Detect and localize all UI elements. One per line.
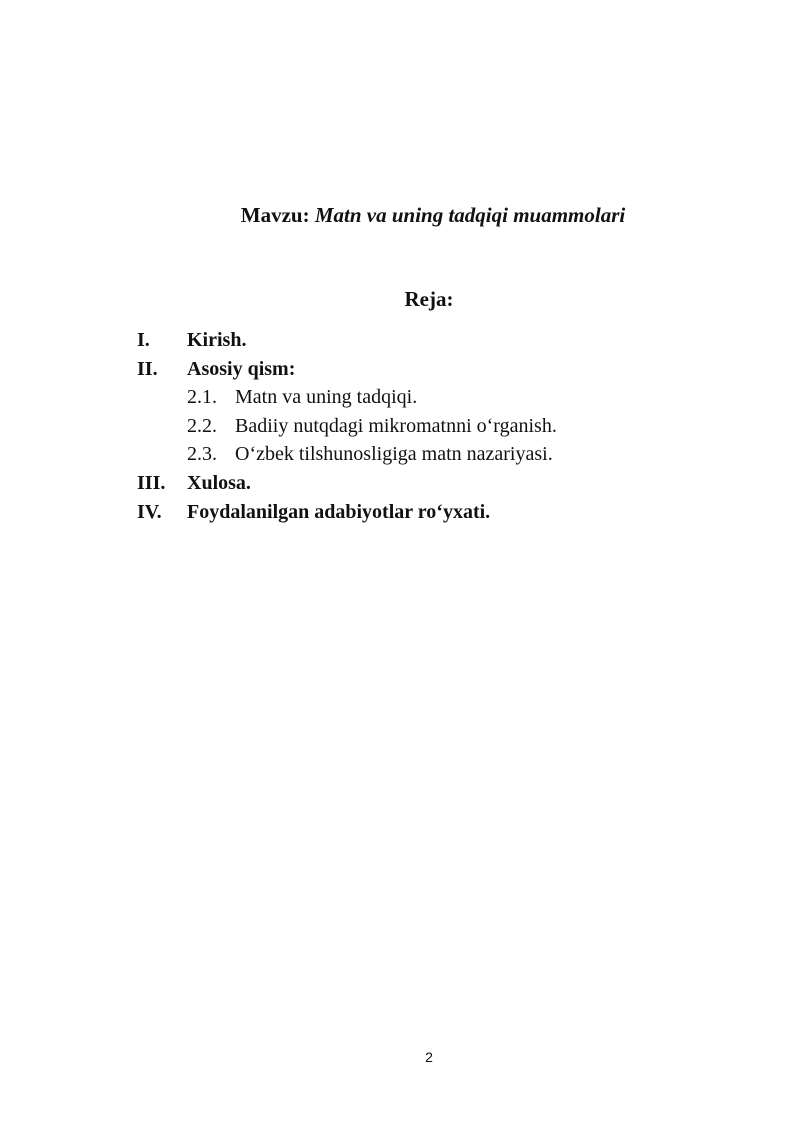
plan-outline	[137, 326, 737, 526]
outline-subnumber: 2.1.	[187, 386, 217, 409]
outline-number: II.	[137, 357, 158, 380]
outline-subnumber: 2.3.	[187, 443, 217, 466]
outline-subtext: Badiiy nutqdagi mikromatnni o‘rganish.	[235, 414, 557, 437]
outline-text: Foydalanilgan adabiyotlar ro‘yxati.	[187, 500, 491, 523]
outline-text: Xulosa.	[187, 471, 251, 494]
topic-label: Mavzu:	[240, 203, 310, 227]
outline-item-references	[137, 498, 737, 527]
plan-heading: Reja:	[404, 287, 454, 311]
outline-text: Kirish.	[187, 329, 247, 351]
outline-subtext: Matn va uning tadqiqi.	[235, 386, 418, 409]
outline-subnumber: 2.2.	[187, 414, 217, 437]
outline-subitem	[137, 383, 737, 412]
outline-text: Asosiy qism:	[187, 357, 296, 380]
topic-title: Matn va uning tadqiqi muammolari	[314, 203, 626, 227]
outline-number: III.	[137, 471, 166, 494]
outline-number: IV.	[137, 500, 162, 523]
topic-line	[0, 202, 800, 228]
outline-subitem	[137, 412, 737, 441]
outline-subitem	[137, 440, 737, 469]
outline-number: I.	[137, 329, 150, 351]
outline-item-conclusion	[137, 469, 737, 498]
outline-item-main-part	[137, 355, 737, 384]
outline-subtext: O‘zbek tilshunosligiga matn nazariyasi.	[235, 443, 553, 466]
outline-item-introduction	[137, 326, 737, 355]
page-number: 2	[425, 1049, 433, 1065]
